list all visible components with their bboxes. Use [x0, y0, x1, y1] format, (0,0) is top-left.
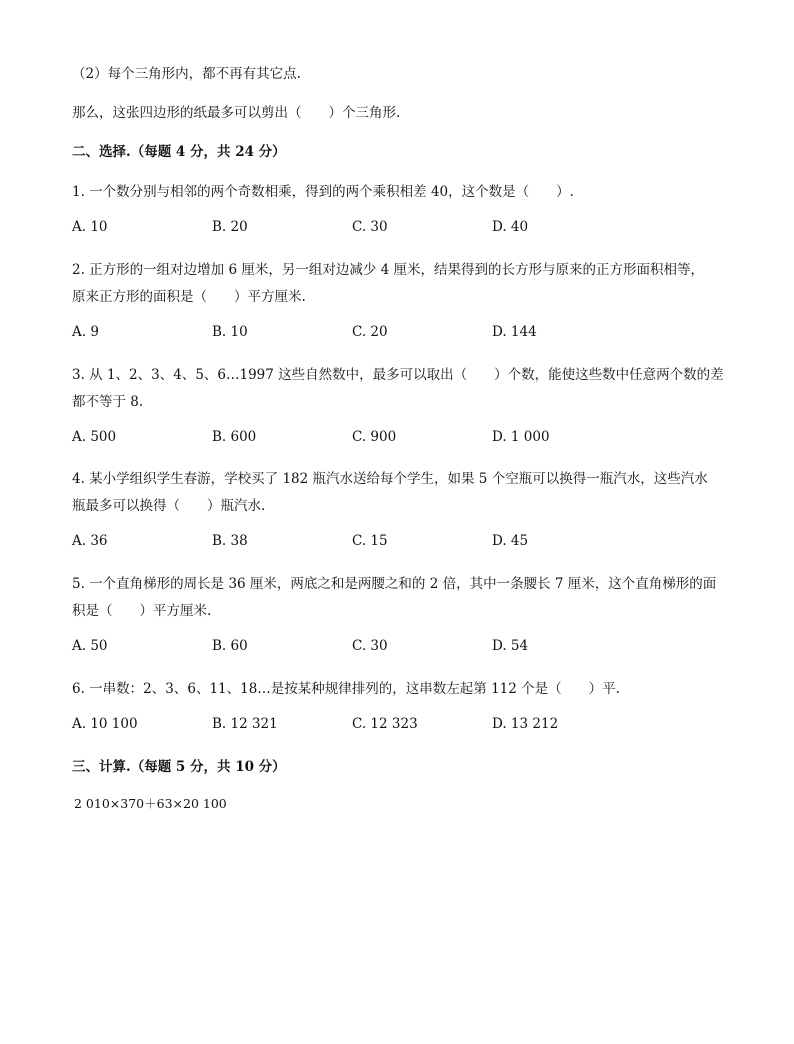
question-3-option-c: C. 900: [352, 429, 397, 445]
question-prompt: 那么，这张四边形的纸最多可以剪出（ ）个三角形.: [72, 105, 401, 121]
condition-2: （2）每个三角形内，都不再有其它点.: [72, 66, 301, 82]
question-3-option-a: A. 500: [72, 429, 117, 445]
question-6-option-c: C. 12 323: [352, 716, 418, 732]
question-4-option-b: B. 38: [212, 533, 248, 549]
question-1-option-c: C. 30: [352, 219, 388, 235]
question-4-line-1: 4. 某小学组织学生春游，学校买了 182 瓶汽水送给每个学生，如果 5 个空瓶可以换得一瓶汽水，这些汽水: [72, 471, 708, 487]
question-1-option-b: B. 20: [212, 219, 248, 235]
question-3-option-b: B. 600: [212, 429, 257, 445]
question-2-option-d: D. 144: [492, 324, 537, 340]
question-5-option-d: D. 54: [492, 638, 529, 654]
question-4-option-a: A. 36: [72, 533, 108, 549]
question-3-line-2: 都不等于 8.: [72, 394, 144, 410]
section-3-title: 三、计算.（每题 5 分，共 10 分）: [72, 759, 286, 775]
question-2-line-1: 2. 正方形的一组对边增加 6 厘米，另一组对边减少 4 厘米，结果得到的长方形与原来的正方形面积相等，: [72, 262, 705, 278]
question-5-option-c: C. 30: [352, 638, 388, 654]
question-5-option-a: A. 50: [72, 638, 108, 654]
question-4-option-d: D. 45: [492, 533, 529, 549]
question-6-option-d: D. 13 212: [492, 716, 559, 732]
question-3-line-1: 3. 从 1、2、3、4、5、6…1997 这些自然数中，最多可以取出（ ）个数，能使这些数中任意两个数的差: [72, 367, 724, 383]
question-5-line-1: 5. 一个直角梯形的周长是 36 厘米，两底之和是两腰之和的 2 倍，其中一条腰长 7 厘米，这个直角梯形的面: [72, 576, 717, 592]
question-2-line-2: 原来正方形的面积是（ ）平方厘米.: [72, 289, 306, 305]
question-6-option-a: A. 10 100: [72, 716, 138, 732]
question-2-option-c: C. 20: [352, 324, 388, 340]
question-4-line-2: 瓶最多可以换得（ ）瓶汽水.: [72, 498, 266, 514]
question-6-option-b: B. 12 321: [212, 716, 278, 732]
calculation-expression: 2 010×370＋63×20 100: [74, 796, 227, 811]
question-1-line-1: 1. 一个数分别与相邻的两个奇数相乘，得到的两个乘积相差 40，这个数是（ ）.: [72, 184, 574, 200]
question-2-option-b: B. 10: [212, 324, 248, 340]
section-2-title: 二、选择.（每题 4 分，共 24 分）: [72, 144, 286, 160]
question-3-option-d: D. 1 000: [492, 429, 550, 445]
question-1-option-a: A. 10: [72, 219, 108, 235]
question-5-option-b: B. 60: [212, 638, 248, 654]
question-2-option-a: A. 9: [72, 324, 99, 340]
question-4-option-c: C. 15: [352, 533, 388, 549]
question-6-line-1: 6. 一串数：2、3、6、11、18…是按某种规律排列的，这串数左起第 112 个是（ ）平.: [72, 681, 620, 697]
question-1-option-d: D. 40: [492, 219, 529, 235]
question-5-line-2: 积是（ ）平方厘米.: [72, 603, 212, 619]
